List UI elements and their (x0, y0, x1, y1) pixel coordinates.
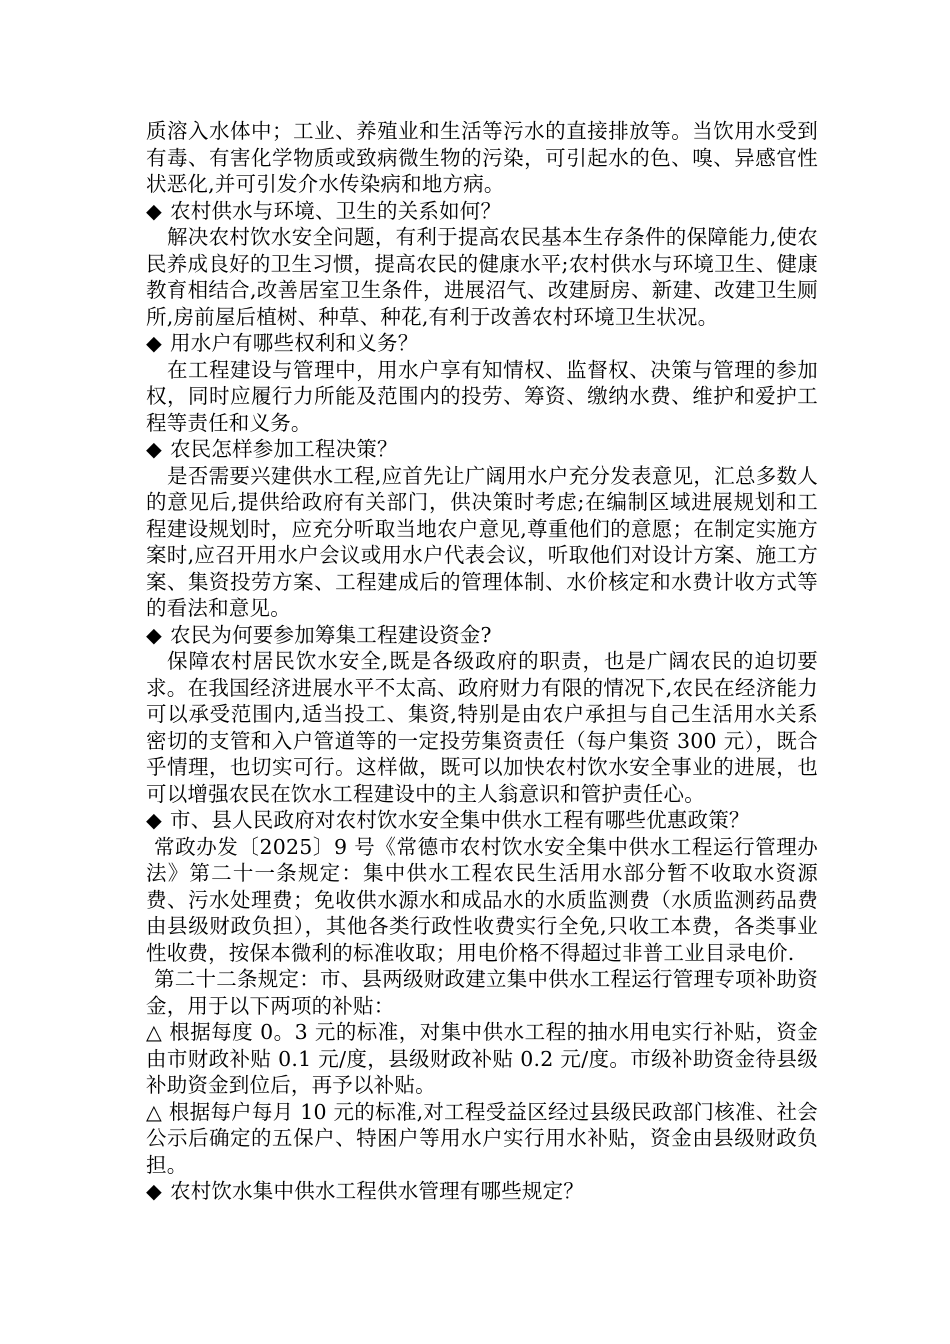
question-text: 用水户有哪些权利和义务？ (170, 331, 419, 355)
question-text: 农村饮水集中供水工程供水管理有哪些规定？ (170, 1179, 584, 1203)
paragraph-policy-article-21: 常政办发〔2025〕9 号《常德市农村饮水安全集中供水工程运行管理办法》第二十一条规定：集中供水工程农民生活用水部分暂不收取水资源费、污水处理费；免收供水源水和成品水的水质监测费（水质监测药品费由县级财政负担），其他各类行政性收费实行全免,只收工本费，各类事业性收费，按保本微利的标准收取；用电价格不得超过非普工业目录电价. (146, 834, 818, 965)
paragraph-answer: 解决农村饮水安全问题，有利于提高农民基本生存条件的保障能力,使农民养成良好的卫生习惯，提高农民的健康水平;农村供水与环境卫生、健康教育相结合,改善居室卫生条件，进展沼气、改建厨房、新建、改建卫生厕所,房前屋后植树、种草、种花,有利于改善农村环境卫生状况。 (146, 225, 818, 329)
question-text: 农村供水与环境、卫生的关系如何？ (170, 198, 502, 223)
paragraph-policy-article-22: 第二十二条规定：市、县两级财政建立集中供水工程运行管理专项补助资金，用于以下两项的补贴： (146, 967, 818, 1018)
diamond-bullet-icon: ◆ (146, 1179, 162, 1203)
question-heading (146, 330, 818, 357)
question-heading (146, 436, 818, 463)
question-heading (146, 807, 818, 834)
paragraph-subsidy-households: △ 根据每户每月 10 元的标准,对工程受益区经过县级民政部门核准、社会公示后确定的五保户、特困户等用水户实行用水补贴，资金由县级财政负担。 (146, 1099, 818, 1177)
question-heading (146, 622, 818, 649)
paragraph-answer: 在工程建设与管理中，用水户享有知情权、监督权、决策与管理的参加权，同时应履行力所能及范围内的投劳、筹资、缴纳水费、维护和爱护工程等责任和义务。 (146, 357, 818, 435)
diamond-bullet-icon: ◆ (146, 331, 162, 355)
paragraph-subsidy-electricity: △ 根据每度 0。3 元的标准，对集中供水工程的抽水用电实行补贴，资金由市财政补贴 0.1 元/度，县级财政补贴 0.2 元/度。市级补助资金待县级补助资金到位后，再予以补贴。 (146, 1020, 818, 1097)
question-heading (146, 198, 818, 225)
paragraph-water-pollution: 质溶入水体中；工业、养殖业和生活等污水的直接排放等。当饮用水受到有毒、有害化学物质或致病微生物的污染，可引起水的色、嗅、异感官性状恶化,并可引发介水传染病和地方病。 (146, 119, 818, 196)
diamond-bullet-icon: ◆ (146, 808, 162, 832)
question-heading (146, 1178, 818, 1205)
paragraph-answer: 是否需要兴建供水工程,应首先让广阔用水户充分发表意见，汇总多数人的意见后,提供给政府有关部门，供决策时考虑;在编制区域进展规划和工程建设规划时，应充分听取当地农户意见,尊重他们的意愿；在制定实施方案时,应召开用水户会议或用水户代表会议，听取他们对设计方案、施工方案、集资投劳方案、工程建成后的管理体制、水价核定和水费计收方式等的看法和意见。 (146, 463, 818, 620)
diamond-bullet-icon: ◆ (146, 198, 162, 223)
question-text: 市、县人民政府对农村饮水安全集中供水工程有哪些优惠政策？ (170, 808, 750, 832)
document-page (146, 118, 818, 1205)
question-text: 农民怎样参加工程决策？ (170, 437, 398, 461)
question-text: 农民为何要参加筹集工程建设资金? (170, 622, 492, 647)
paragraph-answer: 保障农村居民饮水安全,既是各级政府的职责，也是广阔农民的迫切要求。在我国经济进展水平不太高、政府财力有限的情况下,农民在经济能力可以承受范围内,适当投工、集资,特别是由农户承担与自己生活用水关系密切的支管和入户管道等的一定投劳集资责任（每户集资 300 元），既合乎情理，也切实可行。这样做，既可以加快农村饮水安全事业的进展，也可以增强农民在饮水工程建设中的主人翁意识和管护责任心。 (146, 649, 818, 806)
diamond-bullet-icon: ◆ (146, 622, 162, 647)
diamond-bullet-icon: ◆ (146, 437, 162, 461)
